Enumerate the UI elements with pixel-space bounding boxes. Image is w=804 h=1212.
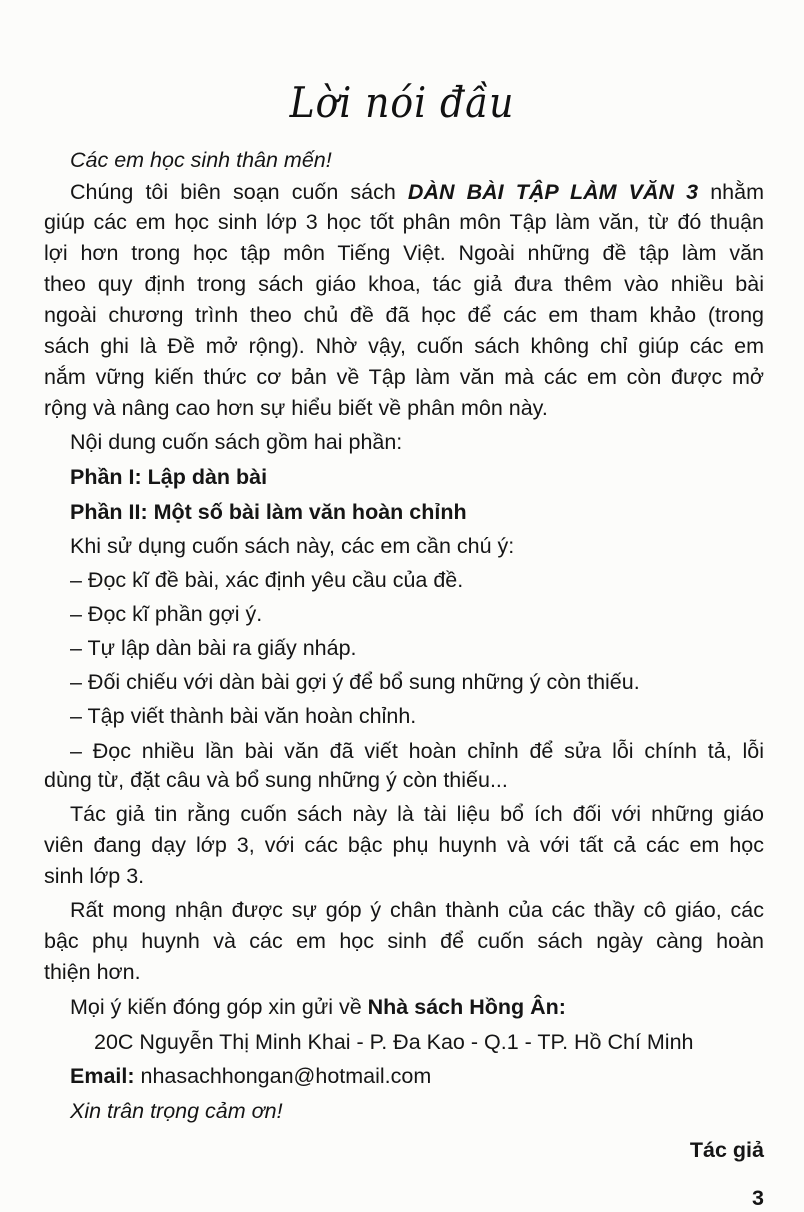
page-number: 3 bbox=[752, 1186, 764, 1210]
note-item: – Tự lập dàn bài ra giấy nháp. bbox=[70, 636, 357, 660]
note-item: – Đọc kĩ đề bài, xác định yêu cầu của đề. bbox=[70, 568, 464, 592]
note-item: – Tập viết thành bài văn hoàn chỉnh. bbox=[70, 704, 417, 728]
book-title: DÀN BÀI TẬP LÀM VĂN 3 bbox=[407, 180, 699, 204]
email-address: nhasachhongan@hotmail.com bbox=[134, 1064, 432, 1088]
part-2: Phần II: Một số bài làm văn hoàn chỉnh bbox=[70, 500, 467, 524]
intro-line-6: sách ghi là Đề mở rộng). Nhờ vậy, cuốn sách không chỉ giúp các em bbox=[44, 334, 764, 358]
note-item: – Đối chiếu với dàn bài gợi ý để bổ sung những ý còn thiếu. bbox=[70, 670, 640, 694]
note-item-last-line-2: dùng từ, đặt câu và bổ sung những ý còn thiếu... bbox=[44, 768, 508, 792]
notes-intro: Khi sử dụng cuốn sách này, các em cần chú ý: bbox=[70, 534, 515, 558]
feedback-line-1: Rất mong nhận được sự góp ý chân thành của các thầy cô giáo, các bbox=[70, 898, 764, 922]
note-item-last-line-1: – Đọc nhiều lần bài văn đã viết hoàn chỉnh để sửa lỗi chính tả, lỗi bbox=[70, 739, 764, 763]
author-belief-line-3: sinh lớp 3. bbox=[44, 864, 145, 888]
contact-intro bbox=[70, 993, 566, 1021]
publisher-address: 20C Nguyễn Thị Minh Khai - P. Đa Kao - Q.1 - TP. Hồ Chí Minh bbox=[94, 1030, 694, 1054]
note-item: – Đọc kĩ phần gợi ý. bbox=[70, 602, 263, 626]
author-belief-line-1: Tác giả tin rằng cuốn sách này là tài liệu bổ ích đối với những giáo bbox=[70, 802, 764, 826]
contact-intro-text: Mọi ý kiến đóng góp xin gửi về bbox=[70, 995, 368, 1019]
part-1: Phần I: Lập dàn bài bbox=[70, 465, 268, 489]
intro-line-1 bbox=[70, 178, 764, 206]
publisher-name: Nhà sách Hồng Ân: bbox=[367, 995, 566, 1019]
feedback-line-3: thiện hơn. bbox=[44, 960, 141, 984]
author-belief-line-2: viên đang dạy lớp 3, với các bậc phụ huynh và với tất cả các em học bbox=[44, 833, 764, 857]
page-title: Lời nói đầu bbox=[289, 78, 515, 127]
feedback-line-2: bậc phụ huynh và các em học sinh để cuốn sách ngày càng hoàn bbox=[44, 929, 764, 953]
closing: Xin trân trọng cảm ơn! bbox=[70, 1099, 283, 1123]
intro-text-end: nhằm bbox=[698, 180, 764, 204]
email-line bbox=[70, 1062, 431, 1090]
contents-intro: Nội dung cuốn sách gồm hai phần: bbox=[70, 430, 403, 454]
intro-line-5: ngoài chương trình theo chủ đề đã học để các em tham khảo (trong bbox=[44, 303, 764, 327]
intro-text: Chúng tôi biên soạn cuốn sách bbox=[70, 180, 408, 204]
intro-line-7: nắm vững kiến thức cơ bản về Tập làm văn mà các em còn được mở bbox=[44, 365, 764, 389]
intro-line-2: giúp các em học sinh lớp 3 học tốt phân môn Tập làm văn, từ đó thuận bbox=[44, 210, 764, 234]
intro-line-8: rộng và nâng cao hơn sự hiểu biết về phân môn này. bbox=[44, 396, 548, 420]
intro-line-3: lợi hơn trong học tập môn Tiếng Việt. Ngoài những đề tập làm văn bbox=[44, 241, 764, 265]
email-label: Email: bbox=[70, 1064, 135, 1088]
intro-line-4: theo quy định trong sách giáo khoa, tác giả đưa thêm vào nhiều bài bbox=[44, 272, 764, 296]
greeting: Các em học sinh thân mến! bbox=[70, 148, 332, 172]
signature: Tác giả bbox=[689, 1138, 764, 1162]
